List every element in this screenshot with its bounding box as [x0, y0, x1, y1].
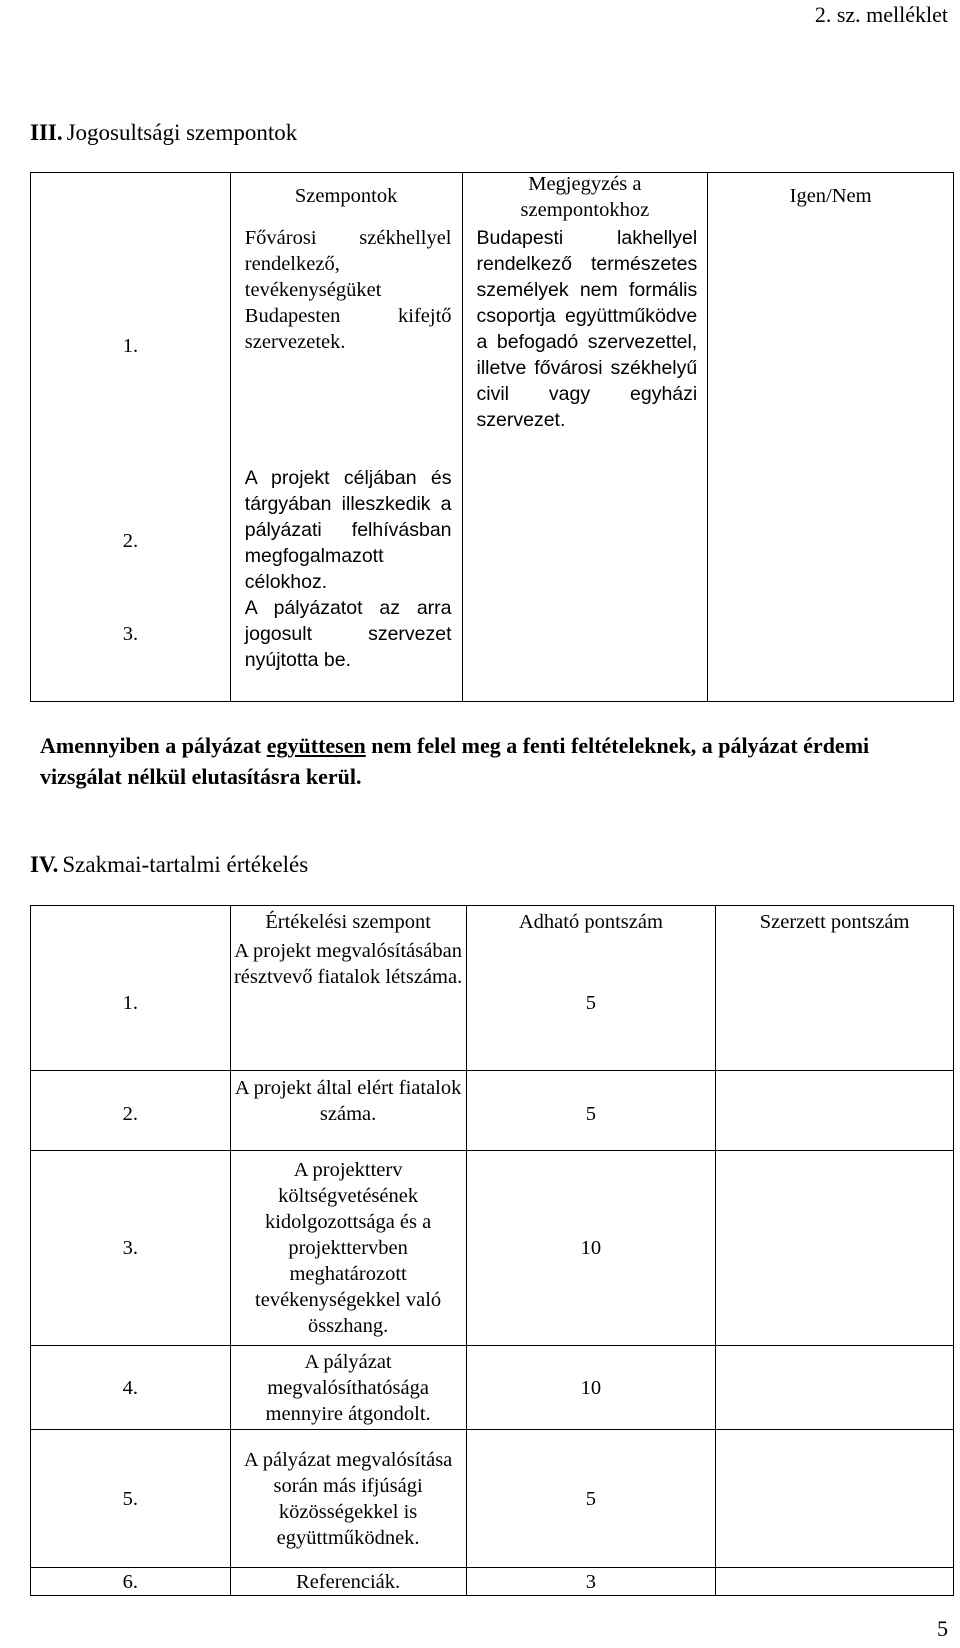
- section4-heading: [30, 852, 308, 878]
- criterion-text: A projekt megvalósításában résztvevő fiatalok létszáma.: [230, 938, 466, 1071]
- max-points: 5: [466, 1430, 716, 1568]
- criterion-text: A pályázat megvalósítása során más ifjúsági közösségekkel is együttműködnek.: [230, 1430, 466, 1568]
- notice-text: Amennyiben a pályázat: [40, 733, 267, 758]
- section3-heading: [30, 120, 297, 146]
- section3-number: III.: [30, 120, 63, 145]
- yesno-header: Igen/Nem: [789, 185, 872, 207]
- criteria-item: A pályázatot az arra jogosult szervezet nyújtotta be.: [244, 597, 452, 671]
- max-points: 10: [466, 1346, 716, 1430]
- row-number: 1.: [122, 335, 139, 357]
- section4-number: IV.: [30, 852, 59, 877]
- criterion-text: Referenciák.: [230, 1568, 466, 1596]
- criterion-text: A projektterv költségvetésének kidolgozottsága és a projekttervben meghatározott tevékenységekkel való összhang.: [230, 1151, 466, 1346]
- row-number: 2.: [31, 1071, 231, 1151]
- header-num: [31, 906, 231, 938]
- row-number: 5.: [31, 1430, 231, 1568]
- row-number: 1.: [31, 938, 231, 1071]
- header-criterion: Értékelési szempont: [230, 906, 466, 938]
- section4-title: Szakmai-tartalmi értékelés: [62, 852, 309, 877]
- criterion-text: A projekt által elért fiatalok száma.: [230, 1071, 466, 1151]
- earned-points[interactable]: [716, 938, 954, 1071]
- max-points: 10: [466, 1151, 716, 1346]
- annex-label: 2. sz. melléklet: [814, 2, 948, 27]
- earned-points[interactable]: [716, 1430, 954, 1568]
- notice-text: nem felel meg a fenti feltételeknek, a pályázat érdemi vizsgálat nélkül elutasításra kerül.: [40, 733, 870, 789]
- eligibility-numbers-cell: [31, 173, 231, 702]
- row-number: 4.: [31, 1346, 231, 1430]
- earned-points[interactable]: [716, 1151, 954, 1346]
- max-points: 5: [466, 938, 716, 1071]
- section3-title: Jogosultsági szempontok: [66, 120, 298, 145]
- max-points: 5: [466, 1071, 716, 1151]
- remark-cell: [462, 173, 708, 702]
- earned-points[interactable]: [716, 1071, 954, 1151]
- criterion-text: A pályázat megvalósíthatósága mennyire átgondolt.: [230, 1346, 466, 1430]
- remark-header: Megjegyzés a szempontokhoz: [520, 173, 650, 221]
- criteria-item: Fővárosi székhellyel rendelkező, tevékenységüket Budapesten kifejtő szervezetek.: [244, 227, 452, 353]
- row-number: 3.: [122, 623, 139, 645]
- rejection-notice: [40, 730, 940, 792]
- header-earned: Szerzett pontszám: [716, 906, 954, 938]
- max-points: 3: [466, 1568, 716, 1596]
- earned-points[interactable]: [716, 1568, 954, 1596]
- page-number: 5: [937, 1616, 948, 1641]
- criteria-cell: [230, 173, 462, 702]
- yesno-cell: [708, 173, 954, 702]
- eligibility-table: [30, 172, 954, 702]
- evaluation-table: [30, 905, 954, 1596]
- row-number: 6.: [31, 1568, 231, 1596]
- earned-points[interactable]: [716, 1346, 954, 1430]
- criteria-item: A projekt céljában és tárgyában illeszkedik a pályázati felhívásban megfogalmazott célokhoz.: [244, 467, 452, 593]
- criteria-header: Szempontok: [294, 185, 398, 207]
- header-max: Adható pontszám: [466, 906, 716, 938]
- row-number: 2.: [122, 530, 139, 552]
- row-number: 3.: [31, 1151, 231, 1346]
- remark-text: Budapesti lakhellyel rendelkező természetes személyek nem formális csoportja együttműködve a befogadó szervezettel, illetve fővárosi székhelyű civil vagy egyházi szervezet.: [476, 227, 698, 431]
- notice-emphasis: együttesen: [266, 733, 366, 758]
